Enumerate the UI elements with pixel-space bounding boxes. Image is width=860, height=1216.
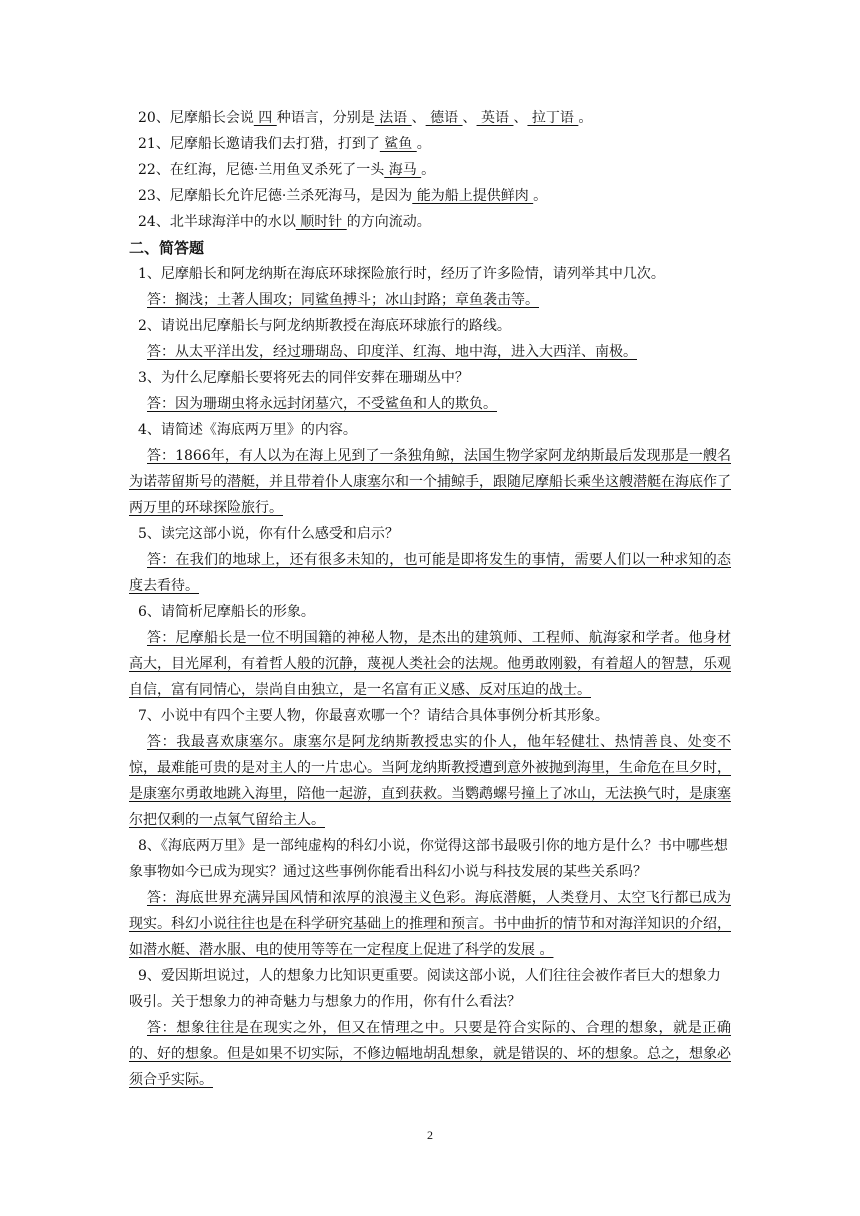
fill-in-item: [129, 157, 731, 183]
question-text: 、: [462, 110, 477, 126]
question-text: 23、尼摩船长允许尼德·兰杀死海马，是因为: [138, 188, 413, 204]
page-content: [129, 105, 731, 1093]
blank-answer: 拉丁语: [527, 110, 579, 126]
answer-text: 答：1866年，有人以为在海上见到了一条独角鲸，法国生物学家阿龙纳斯最后发现那是一艘名为诺蒂留斯号的潜艇，并且带着仆人康塞尔和一个捕鲸手，跟随尼摩船长乘坐这艘潜艇在海底作了两万里的环球探险旅行。: [129, 448, 731, 516]
answer-block: [129, 625, 731, 703]
question-text: 1、尼摩船长和阿龙纳斯在海底环球探险旅行时，经历了许多险情，请列举其中几次。: [138, 266, 665, 282]
answer-text: 答：从太平洋出发，经过珊瑚岛、印度洋、红海、地中海，进入大西洋、南极。: [147, 344, 637, 360]
fill-in-section: [129, 105, 731, 235]
question-text: 24、北半球海洋中的水以: [138, 214, 296, 230]
short-answer-section: [129, 261, 731, 1093]
fill-in-item: [129, 209, 731, 235]
blank-answer: 海马: [384, 162, 422, 178]
fill-in-item: [129, 105, 731, 131]
question-text: 、: [513, 110, 528, 126]
answer-block: [129, 443, 731, 521]
question-text: 的方向流动。: [346, 214, 431, 230]
answer-text: 答：尼摩船长是一位不明国籍的神秘人物，是杰出的建筑师、工程师、航海家和学者。他身材高大，目光犀利，有着哲人般的沉静，蔑视人类社会的法规。他勇敢刚毅，有着超人的智慧，乐观自信，富有同情心，崇尚自由独立，是一名富有正义感、反对压迫的战士。: [129, 630, 731, 698]
question-text: 。: [421, 162, 436, 178]
question-text: 。: [578, 110, 593, 126]
answer-block: [129, 1015, 731, 1093]
question-text: 3、为什么尼摩船长要将死去的同伴安葬在珊瑚丛中？: [138, 370, 469, 386]
blank-answer: 能为船上提供鲜肉: [412, 188, 534, 204]
question-text: 9、爱因斯坦说过，人的想象力比知识更重要。阅读这部小说，人们往往会被作者巨大的想象力吸引。关于想象力的神奇魅力与想象力的作用，你有什么看法？: [129, 968, 721, 1010]
blank-answer: 顺时针: [295, 214, 347, 230]
answer-text: 答：我最喜欢康塞尔。康塞尔是阿龙纳斯教授忠实的仆人，他年轻健壮、热情善良、处变不惊，最难能可贵的是对主人的一片忠心。当阿龙纳斯教授遭到意外被抛到海里，生命危在旦夕时，是康塞尔勇敢地跳入海里，陪他一起游，直到获救。当鹦鹉螺号撞上了冰山，无法换气时，是康塞尔把仅剩的一点氧气留给主人。: [129, 734, 731, 828]
question-text: 2、请说出尼摩船长与阿龙纳斯教授在海底环球旅行的路线。: [138, 318, 511, 334]
answer-block: [129, 547, 731, 599]
question-text: 。: [533, 188, 548, 204]
question-text: 22、在红海，尼德·兰用鱼叉杀死了一头: [138, 162, 385, 178]
question-text: 4、请简述《海底两万里》的内容。: [138, 422, 357, 438]
page-number: 2: [427, 1128, 433, 1142]
question-text: 5、读完这部小说，你有什么感受和启示？: [138, 526, 399, 542]
fill-in-item: [129, 131, 731, 157]
question-text: 、: [411, 110, 426, 126]
blank-answer: 四: [253, 110, 277, 126]
question-text: 7、小说中有四个主要人物，你最喜欢哪一个？请结合具体事例分析其形象。: [138, 708, 609, 724]
answer-text: 答：在我们的地球上，还有很多未知的，也可能是即将发生的事情，需要人们以一种求知的态度去看待。: [129, 552, 731, 594]
answer-text: 答：想象往往是在现实之外，但又在情理之中。只要是符合实际的、合理的想象，就是正确的、好的想象。但是如果不切实际，不修边幅地胡乱想象，就是错误的、坏的想象。总之，想象必须合乎实际。: [129, 1020, 731, 1088]
blank-answer: 鲨鱼: [379, 136, 417, 152]
answer-text: 答：海底世界充满异国风情和浓厚的浪漫主义色彩。海底潜艇，人类登月、太空飞行都已成为现实。科幻小说往往也是在科学研究基础上的推理和预言。书中曲折的情节和对海洋知识的介绍，如潜水艇、潜水服、电的使用等等在一定程度上促进了科学的发展 。: [129, 890, 731, 958]
section-heading: 二、简答题: [129, 239, 205, 257]
question-text: 20、尼摩船长会说: [138, 110, 254, 126]
answer-text: 答：搁浅；土著人围攻；同鲨鱼搏斗；冰山封路；章鱼袭击等。: [147, 292, 539, 308]
question-text: 8、《海底两万里》是一部纯虚构的科幻小说，你觉得这部书最吸引你的地方是什么？书中哪些想象事物如今已成为现实？通过这些事例你能看出科幻小说与科技发展的某些关系吗？: [129, 838, 728, 880]
question-text: 。: [416, 136, 431, 152]
answer-block: [129, 885, 731, 963]
answer-block: [129, 729, 731, 833]
question-text: 种语言，分别是: [276, 110, 375, 126]
answer-block: [129, 287, 731, 313]
answer-block: [129, 339, 731, 365]
blank-answer: 德语: [425, 110, 463, 126]
question-text: 21、尼摩船长邀请我们去打猎，打到了: [138, 136, 380, 152]
answer-block: [129, 391, 731, 417]
blank-answer: 英语: [476, 110, 514, 126]
fill-in-item: [129, 183, 731, 209]
question-text: 6、请简析尼摩船长的形象。: [138, 604, 315, 620]
answer-text: 答：因为珊瑚虫将永远封闭墓穴，不受鲨鱼和人的欺负。: [147, 396, 497, 412]
blank-answer: 法语: [374, 110, 412, 126]
